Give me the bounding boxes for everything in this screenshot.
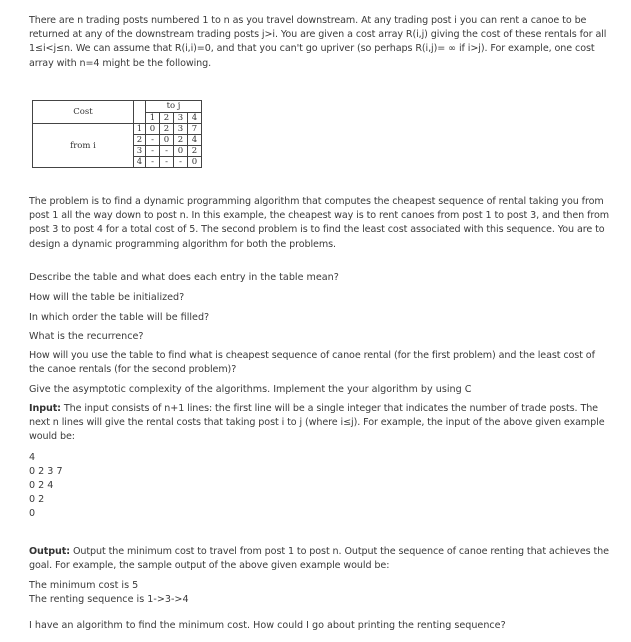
output-paragraph (29, 545, 609, 573)
output-label: Output: (29, 546, 70, 557)
cost-array-table (32, 100, 202, 168)
input-paragraph (29, 402, 609, 445)
table-cell: 0 (174, 146, 188, 157)
table-cell: 0 (160, 135, 174, 146)
from-i-header: from i (33, 124, 134, 168)
col-header: 3 (174, 112, 188, 124)
table-cell: 2 (174, 135, 188, 146)
cost-header: Cost (33, 101, 134, 124)
input-example-line: 0 2 3 7 (29, 466, 63, 477)
col-header: 2 (160, 112, 174, 124)
input-example-line: 0 2 (29, 494, 45, 505)
output-example-line: The minimum cost is 5 (29, 580, 139, 591)
question-3: In which order the table will be filled? (29, 312, 210, 323)
to-j-header: to j (146, 101, 202, 113)
problem-paragraph: The problem is to find a dynamic programming algorithm that computes the cheapest sequence of rental taking you from post 1 all the way down to post n. In this example, the cheapest way is to rent canoes from post 1 to post 3, and then from post 3 to post 4 for a total cost of 5. The second problem is to find the least cost associated with this sequence. You are to design a dynamic programming algorithm for both the problems. (29, 196, 610, 250)
output-example-line: The renting sequence is 1->3->4 (29, 594, 189, 605)
input-example-line: 0 2 4 (29, 480, 54, 491)
table-cell: 7 (188, 124, 202, 135)
row-index: 3 (134, 146, 146, 157)
question-6: Give the asymptotic complexity of the algorithms. Implement the your algorithm by using C (29, 384, 472, 395)
table-cell: - (146, 146, 160, 157)
table-cell: - (174, 157, 188, 168)
table-cell: 0 (146, 124, 160, 135)
input-label: Input: (29, 403, 61, 414)
table-cell: - (146, 157, 160, 168)
row-index: 1 (134, 124, 146, 135)
table-cell: - (160, 146, 174, 157)
col-header: 4 (188, 112, 202, 124)
table-cell: - (160, 157, 174, 168)
row-index: 4 (134, 157, 146, 168)
col-header: 1 (146, 112, 160, 124)
input-text: The input consists of n+1 lines: the first line will be a single integer that indicates the number of trade posts. The next n lines will give the rental costs that taking post i to j (where i≤j). For example, the input of the above given example would be: (29, 403, 605, 443)
question-4: What is the recurrence? (29, 331, 144, 342)
row-index: 2 (134, 135, 146, 146)
closing-question: I have an algorithm to find the minimum cost. How could I go about printing the renting sequence? (29, 620, 506, 631)
question-2: How will the table be initialized? (29, 292, 185, 303)
table-cell: 4 (188, 135, 202, 146)
table-cell: 3 (174, 124, 188, 135)
output-text: Output the minimum cost to travel from post 1 to post n. Output the sequence of canoe renting that achieves the goal. For example, the sample output of the above given example would be: (29, 546, 609, 572)
table-cell: 2 (160, 124, 174, 135)
question-5: How will you use the table to find what is cheapest sequence of canoe rental (for the first problem) and the least cost of the canoe rentals (for the second problem)? (29, 350, 595, 376)
table-cell: - (146, 135, 160, 146)
input-example-line: 0 (29, 508, 36, 519)
input-example-line: 4 (29, 452, 36, 463)
table-cell: 2 (188, 146, 202, 157)
table-cell: 0 (188, 157, 202, 168)
intro-paragraph: There are n trading posts numbered 1 to n as you travel downstream. At any trading post i you can rent a canoe to be returned at any of the downstream trading posts j>i. You are given a cost array R(i,j) giving the cost of these rentals for all 1≤i<j≤n. We can assume that R(i,i)=0, and that you can't go upriver (so perhaps R(i,j)= ∞ if i>j). For example, one cost array with n=4 might be the following. (29, 15, 607, 69)
question-1: Describe the table and what does each entry in the table mean? (29, 272, 339, 283)
